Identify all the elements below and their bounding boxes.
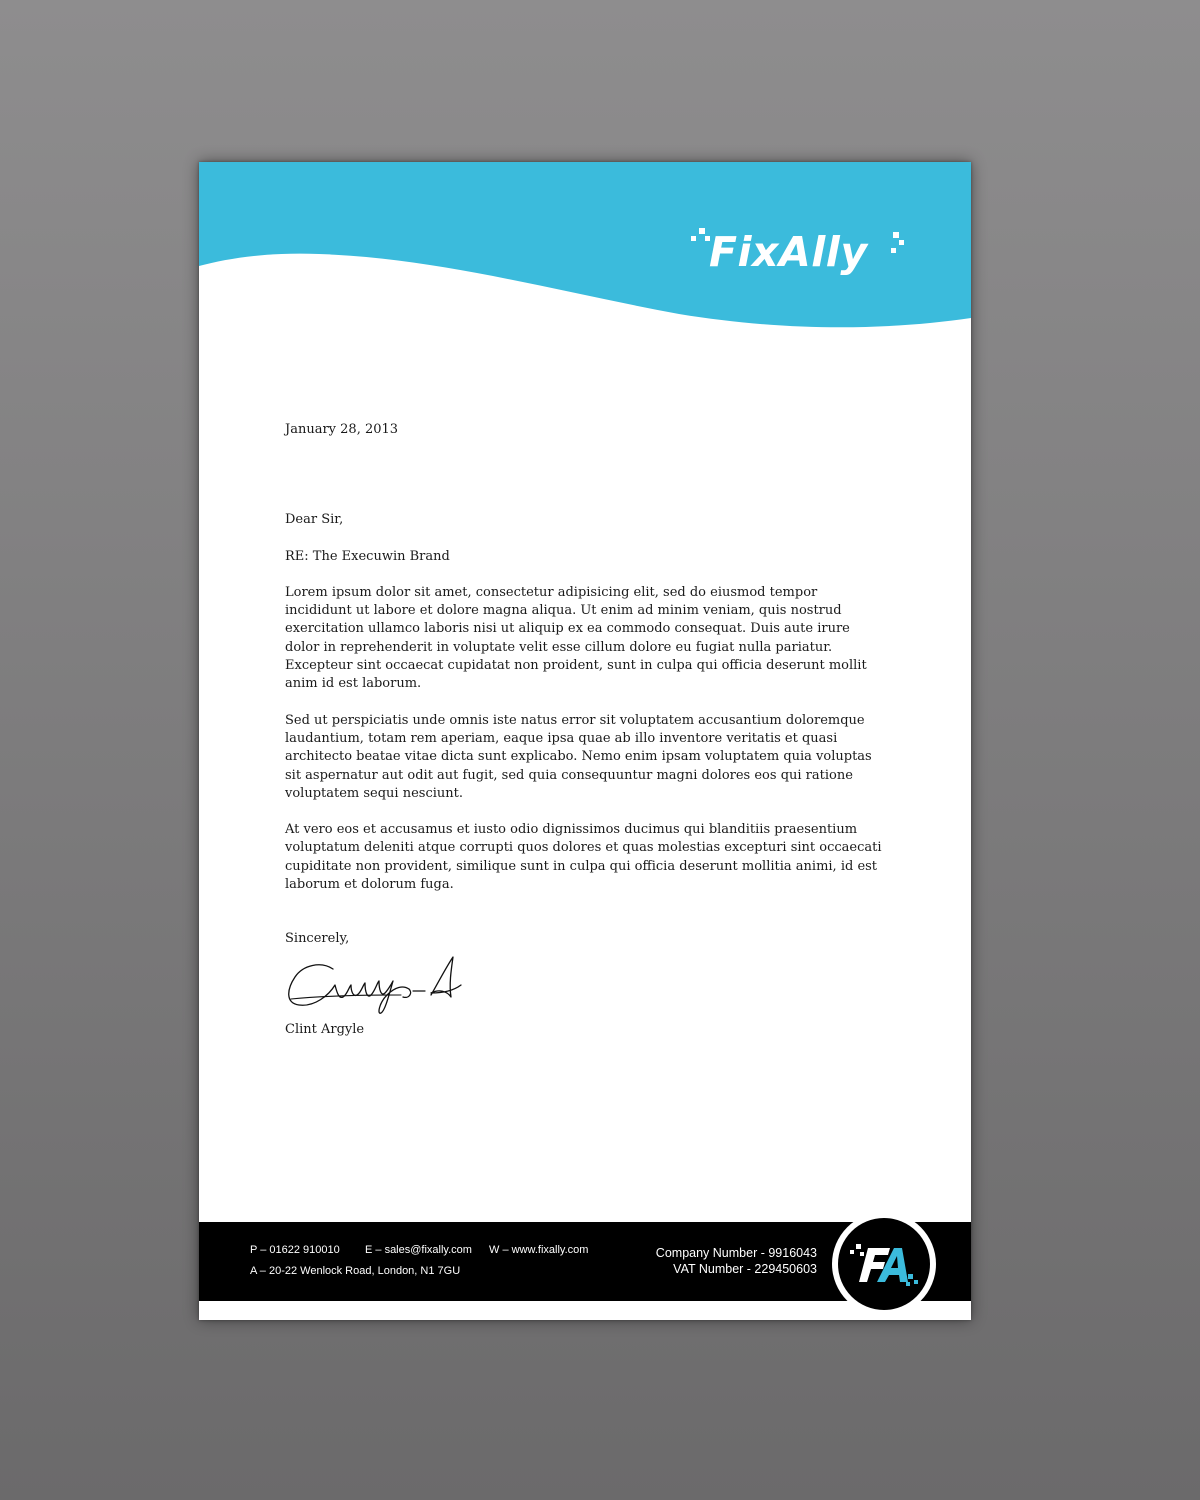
footer-phone: P – 01622 910010 xyxy=(250,1244,340,1256)
fa-monogram-icon xyxy=(838,1218,930,1310)
logo-pixel xyxy=(899,240,904,245)
footer-address: A – 20-22 Wenlock Road, London, N1 7GU xyxy=(250,1265,461,1277)
logo-pixel xyxy=(893,232,899,238)
paragraph: Sed ut perspiciatis unde omnis iste natus error sit voluptatem accusantium doloremque laudantium, totam rem aperiam, eaque ipsa quae ab illo inventore veritatis et quasi architecto beatae vitae dicta sunt explicabo. Nemo enim ipsam voluptatem quia voluptas sit aspernatur aut odit aut fugit, sed quia consequuntur magni dolores eos qui ratione voluptatem sequi nesciunt. xyxy=(285,712,872,801)
logo-wordmark: FixAlly xyxy=(709,228,868,276)
subject-line: RE: The Execuwin Brand xyxy=(285,548,450,564)
letter-date: January 28, 2013 xyxy=(285,422,399,437)
signer-name: Clint Argyle xyxy=(285,1021,365,1037)
footer-website: W – www.fixally.com xyxy=(489,1244,589,1256)
logo-pixel xyxy=(699,228,705,234)
salutation: Dear Sir, xyxy=(285,512,344,528)
logo-pixel xyxy=(691,236,696,241)
fixally-logo xyxy=(691,222,911,284)
vat-number: VAT Number - 229450603 xyxy=(673,1262,817,1276)
logo-pixel xyxy=(891,248,896,253)
company-number: Company Number - 9916043 xyxy=(655,1246,817,1260)
signature-icon xyxy=(281,955,471,1017)
letter-body xyxy=(285,421,885,1039)
badge-inner-circle xyxy=(838,1218,930,1310)
paragraph: At vero eos et accusamus et iusto odio dignissimos ducimus qui blanditiis praesentium voluptatum deleniti atque corrupti quos dolores et quas molestias excepturi sint occaecati cupiditate non provident, similique sunt in culpa qui officia deserunt mollitia animi, id est laborum et dolorum fuga. xyxy=(285,822,882,893)
paragraph: Lorem ipsum dolor sit amet, consectetur adipisicing elit, sed do eiusmod tempor incididunt ut labore et dolore magna aliqua. Ut enim ad minim veniam, quis nostrud exercitation ullamco laboris nisi ut aliquip ex ea commodo consequat. Duis aute irure dolor in reprehenderit in voluptate velit esse cillum dolore eu fugiat nulla pariatur. Excepteur sint occaecat cupidatat non proident, sunt in culpa qui officia deserunt mollit anim id est laborum. xyxy=(285,584,867,692)
letterhead-page xyxy=(199,162,971,1320)
fa-monogram-badge xyxy=(832,1212,936,1316)
closing: Sincerely, xyxy=(285,931,350,947)
footer-email: E – sales@fixally.com xyxy=(365,1244,472,1256)
